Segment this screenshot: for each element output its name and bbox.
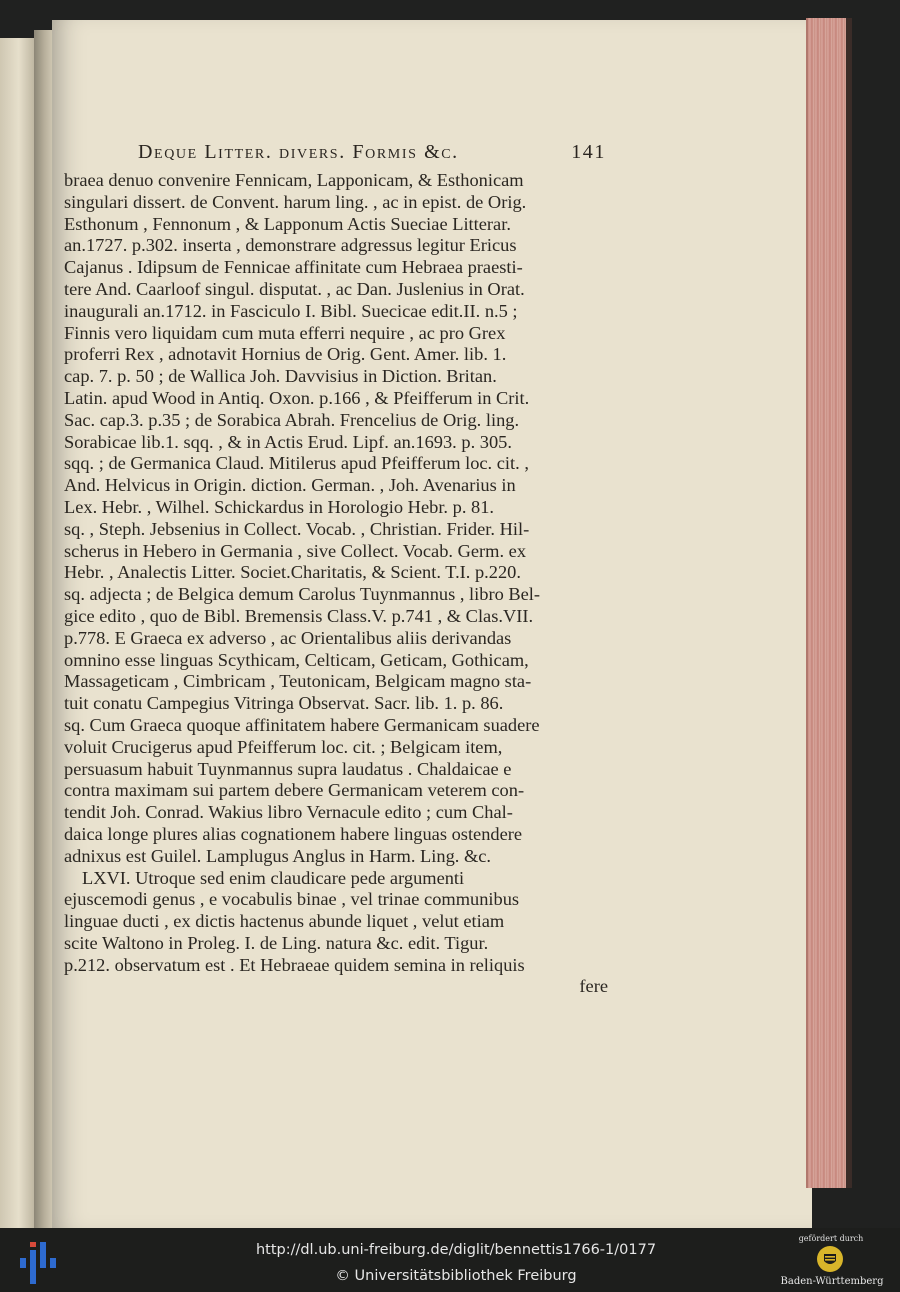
baden-wuerttemberg-coat-of-arms-icon	[816, 1245, 844, 1273]
text-line: Hebr. , Analectis Litter. Societ.Charitatis, & Scient. T.I. p.220.	[64, 562, 521, 583]
text-line: braea denuo convenire Fennicam, Lapponicam, & Esthonicam	[64, 170, 524, 190]
sponsor-name: Baden-Württemberg	[780, 1276, 884, 1287]
left-page-sliver	[0, 38, 34, 1228]
body-text	[64, 170, 608, 998]
text-line: sq. , Steph. Jebsenius in Collect. Vocab. , Christian. Frider. Hil-	[64, 518, 530, 539]
text-line: tere And. Caarloof singul. disputat. , ac Dan. Juslenius in Orat.	[64, 278, 525, 299]
text-line: omnino esse linguas Scythicam, Celticam, Geticam, Gothicam,	[64, 649, 529, 670]
text-line: Cajanus . Idipsum de Fennicae affinitate cum Hebraea praesti-	[64, 257, 523, 278]
text-line: Sorabicae lib.1. sqq. , & in Actis Erud. Lipf. an.1693. p. 305.	[64, 431, 512, 452]
text-line: p.778. E Graeca ex adverso , ac Orientalibus aliis derivandas	[64, 627, 512, 648]
running-head	[138, 141, 606, 171]
running-title: Deque Litter. divers. Formis &c.	[138, 141, 459, 163]
sponsor-label: gefördert durch	[798, 1234, 864, 1243]
text-line: And. Helvicus in Origin. diction. German. , Joh. Avenarius in	[64, 475, 516, 496]
text-line: Sac. cap.3. p.35 ; de Sorabica Abrah. Frencelius de Orig. ling.	[64, 409, 520, 430]
text-line: linguae ducti , ex dictis hactenus abunde liquet , velut etiam	[64, 911, 505, 932]
text-line: persuasum habuit Tuynmannus supra laudatus . Chaldaicae e	[64, 758, 512, 779]
text-line: tendit Joh. Conrad. Wakius libro Vernacule edito ; cum Chal-	[64, 802, 513, 823]
text-line: scherus in Hebero in Germania , sive Collect. Vocab. Germ. ex	[64, 540, 527, 561]
text-line: adnixus est Guilel. Lamplugus Anglus in Harm. Ling. &c.	[64, 845, 492, 866]
text-line: voluit Crucigerus apud Pfeifferum loc. cit. ; Belgicam item,	[64, 736, 503, 757]
text-line: Esthonum , Fennonum , & Lapponum Actis Sueciae Litterar.	[64, 213, 511, 234]
text-line: ejuscemodi genus , e vocabulis binae , vel trinae communibus	[64, 889, 520, 910]
text-line: gice edito , quo de Bibl. Bremensis Class.V. p.741 , & Clas.VII.	[64, 605, 534, 626]
text-line: Latin. apud Wood in Antiq. Oxon. p.166 , & Pfeifferum in Crit.	[64, 387, 530, 408]
text-line: cap. 7. p. 50 ; de Wallica Joh. Davvisius in Diction. Britan.	[64, 366, 497, 387]
text-line: sq. adjecta ; de Belgica demum Carolus Tuynmannus , libro Bel-	[64, 584, 541, 605]
page-block-edge	[806, 18, 848, 1188]
ub-freiburg-logo-icon[interactable]	[18, 1240, 58, 1286]
text-line: proferri Rex , adnotavit Hornius de Orig. Gent. Amer. lib. 1.	[64, 344, 507, 365]
permalink-url[interactable]: http://dl.ub.uni-freiburg.de/diglit/bennettis1766-1/0177	[255, 1242, 657, 1258]
catchword: fere	[579, 976, 608, 997]
text-line: contra maximam sui partem debere Germanicam veterem con-	[64, 780, 525, 801]
text-line: Finnis vero liquidam cum muta efferri nequire , ac pro Grex	[64, 322, 506, 343]
text-line: inaugurali an.1712. in Fasciculo I. Bibl. Suecicae edit.II. n.5 ;	[64, 300, 518, 321]
text-line-section-start: LXVI. Utroque sed enim claudicare pede argumenti	[82, 867, 465, 888]
page-edge-shadow	[846, 18, 852, 1188]
text-line: Massageticam , Cimbricam , Teutonicam, Belgicam magno sta-	[64, 671, 532, 692]
page-number: 141	[571, 141, 606, 163]
text-line: an.1727. p.302. inserta , demonstrare adgressus legitur Ericus	[64, 235, 517, 256]
text-line: p.212. observatum est . Et Hebraeae quidem semina in reliquis	[64, 954, 525, 975]
copyright-notice: © Universitätsbibliothek Freiburg	[335, 1268, 577, 1284]
text-line: tuit conatu Campegius Vitringa Observat. Sacr. lib. 1. p. 86.	[64, 693, 504, 714]
text-line: scite Waltono in Proleg. I. de Ling. natura &c. edit. Tigur.	[64, 932, 489, 953]
text-line: daica longe plures alias cognationem habere linguas ostendere	[64, 823, 523, 844]
text-line: singulari dissert. de Convent. harum ling. , ac in epist. de Orig.	[64, 191, 527, 212]
text-line: sq. Cum Graeca quoque affinitatem habere Germanicam suadere	[64, 714, 540, 735]
text-line: Lex. Hebr. , Wilhel. Schickardus in Horologio Hebr. p. 81.	[64, 496, 495, 517]
text-line: sqq. ; de Germanica Claud. Mitilerus apud Pfeifferum loc. cit. ,	[64, 453, 529, 474]
